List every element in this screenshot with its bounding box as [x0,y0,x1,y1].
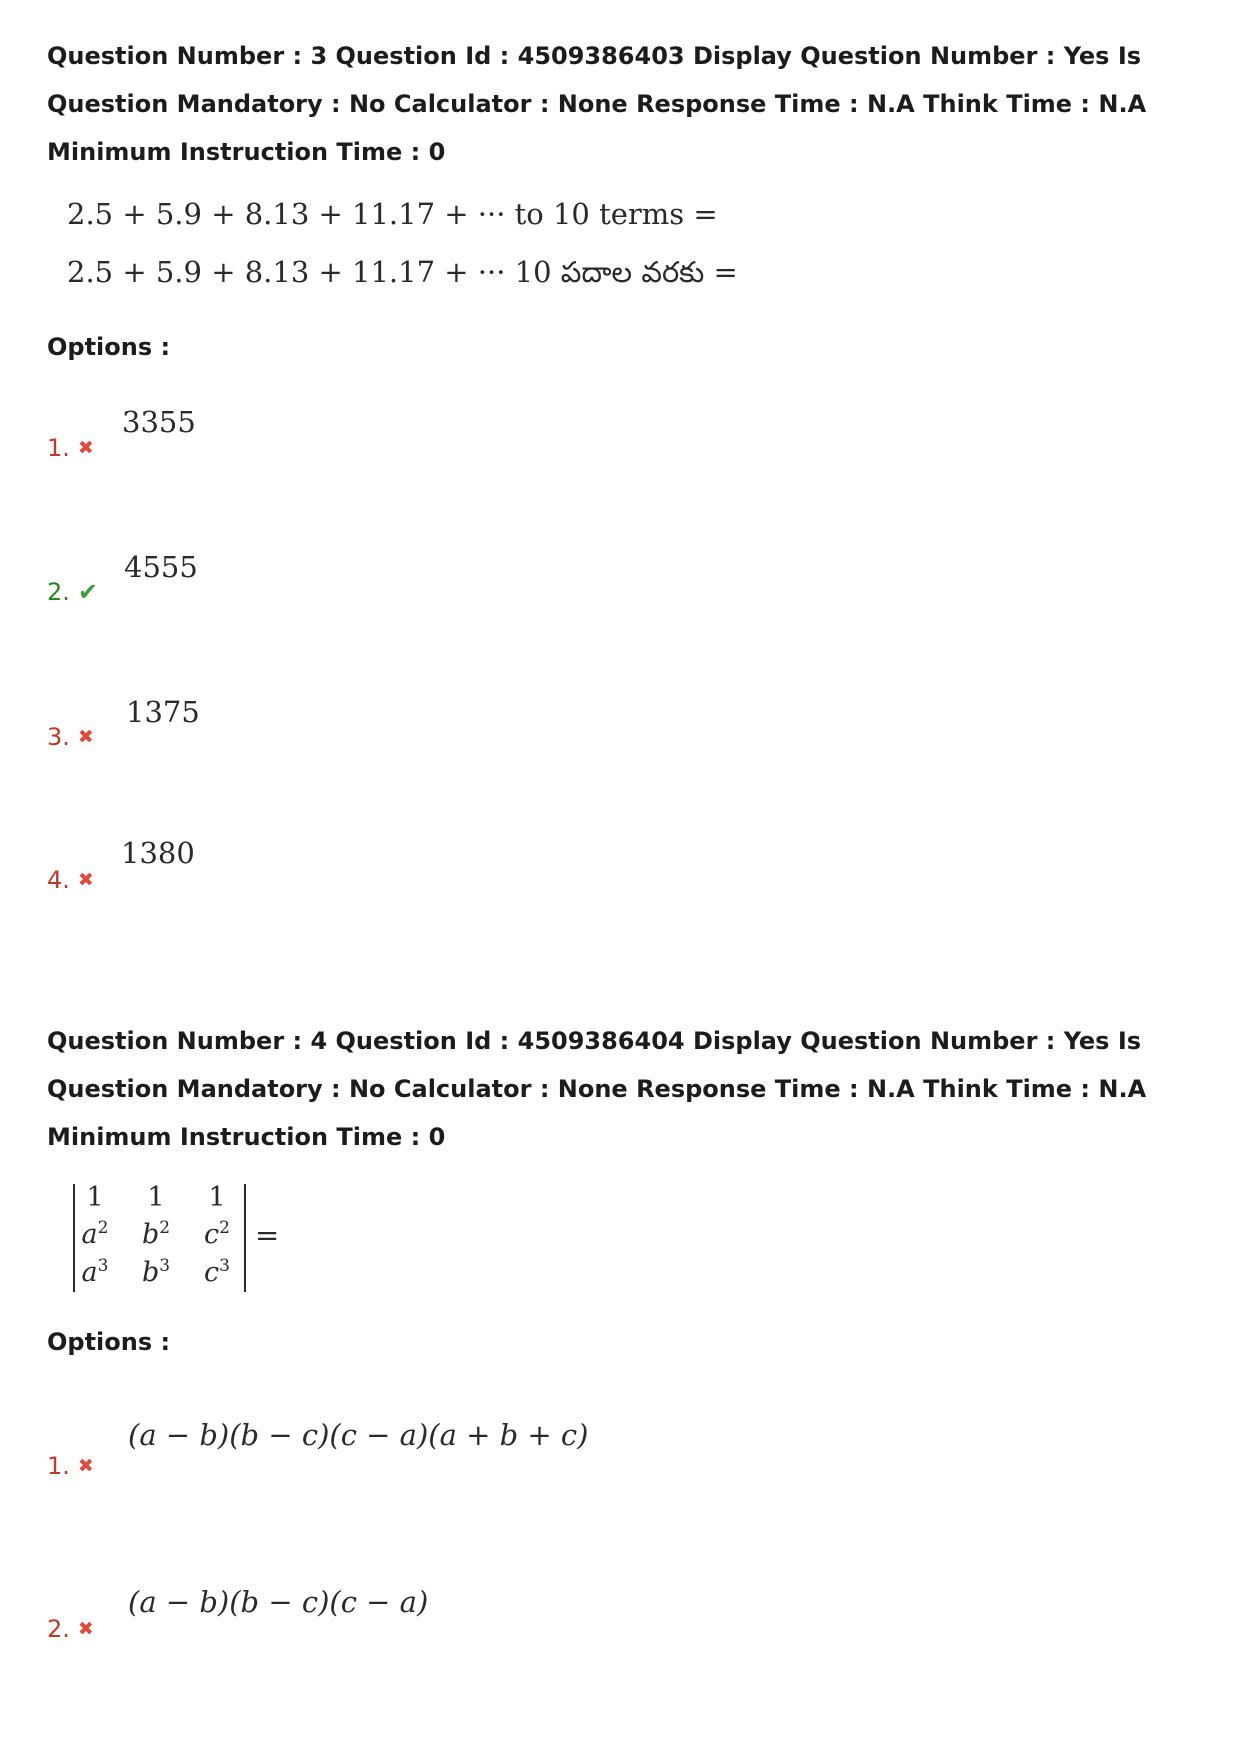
question-header: Question Number : 3 Question Id : 4509386403 Display Question Number : Yes Is Question Mandatory : No Calculator : None Response Time : N.A Think Time : N.A Minimum Instruction Time : 0 [47,42,1147,166]
determinant-expression [70,1180,290,1298]
determinant-cell: $a^2$ [81,1218,109,1250]
equals-sign: = [255,1218,280,1252]
cross-mark-icon: ✖ [77,1455,94,1477]
determinant-cell: $b^3$ [141,1256,171,1288]
question-stem-telugu: 2.5 + 5.9 + 8.13 + 11.17 + ··· 10 పదాల వరకు = [67,255,738,289]
options-label: Options : [47,1328,171,1356]
option-number: 1. ✖ [47,1452,94,1480]
determinant-cell: 1 [147,1182,165,1213]
question-stem-english: 2.5 + 5.9 + 8.13 + 11.17 + ··· to 10 terms = [67,197,718,231]
option-value: 3355 [122,405,196,439]
option-value: (a − b)(b − c)(c − a)(a + b + c) [128,1418,589,1452]
cross-mark-icon: ✖ [77,1618,94,1640]
option-number: 4. ✖ [47,866,94,894]
determinant-cell: $c^3$ [204,1256,230,1288]
determinant-cell: $c^2$ [204,1218,230,1250]
option-number: 1. ✖ [47,434,94,462]
determinant-cell: 1 [208,1182,226,1213]
determinant-cell: 1 [86,1182,104,1213]
check-mark-icon: ✔ [77,578,99,606]
cross-mark-icon: ✖ [77,726,94,748]
determinant-right-bar [244,1184,246,1292]
question-header: Question Number : 4 Question Id : 4509386404 Display Question Number : Yes Is Question Mandatory : No Calculator : None Response Time : N.A Think Time : N.A Minimum Instruction Time : 0 [47,1027,1147,1151]
option-number: 3. ✖ [47,723,94,751]
option-value: 1375 [126,695,200,729]
option-number: 2. ✖ [47,1615,94,1643]
option-value: 1380 [121,836,195,870]
option-value: (a − b)(b − c)(c − a) [128,1585,429,1619]
determinant-cell: $b^2$ [141,1218,171,1250]
option-number: 2. ✔ [47,578,99,606]
cross-mark-icon: ✖ [77,437,94,459]
options-label: Options : [47,333,171,361]
cross-mark-icon: ✖ [77,869,94,891]
determinant-cell: $a^3$ [81,1256,109,1288]
option-value: 4555 [124,550,198,584]
